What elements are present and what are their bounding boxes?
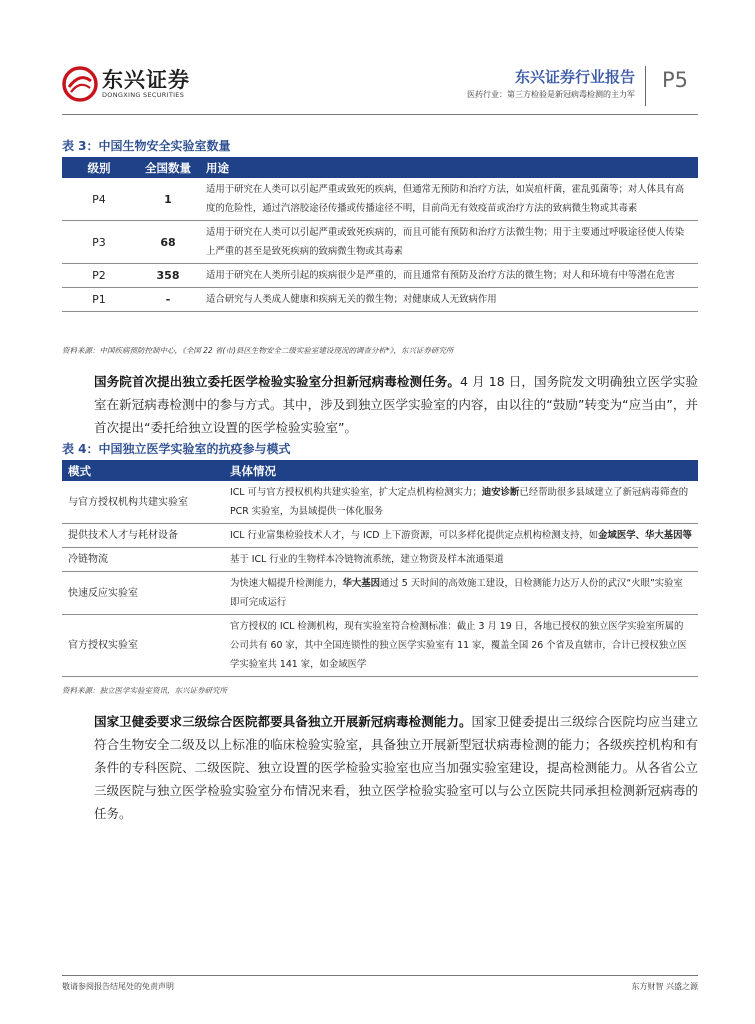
report-subtitle: 医药行业：第三方检验是新冠病毒检测的主力军: [467, 90, 635, 99]
table-row: [62, 221, 698, 264]
count-cell: 1: [136, 178, 200, 221]
detail-text: 基于 ICL 行业的生物样本冷链物流系统，建立物资及样本流通渠道: [230, 554, 504, 565]
brand-name-en: DONGXING SECURITIES: [102, 91, 185, 99]
col-header-level: 级别: [62, 157, 136, 178]
paragraph-state-council: [94, 370, 698, 439]
col-header-usage: 用途: [200, 157, 698, 178]
detail-text: 为快速大幅提升检测能力，: [230, 578, 343, 589]
table-row: [62, 572, 698, 615]
level-cell: P1: [62, 288, 136, 312]
usage-cell: 适用于研究在人类所引起的疾病很少是严重的，而且通常有预防及治疗方法的微生物；对人和环境有中等潜在危害: [200, 264, 698, 288]
level-cell: P2: [62, 264, 136, 288]
detail-cell: [224, 572, 698, 615]
table4-caption: [62, 440, 291, 457]
detail-highlight: 金域医学、华大基因等: [598, 530, 692, 541]
level-cell: P3: [62, 221, 136, 264]
count-cell: 358: [136, 264, 200, 288]
detail-text: 官方授权的 ICL 检测机构，现有实验室符合检测标准：截止 3 月 19 日，各地已授权的独立医学实验室所属的公司共有 60 家，其中全国连锁性的独立医学实验室有 11 家，覆盖全国 26 个省及直辖市，合计已授权独立医学实验室共 141 家，如金域医学: [230, 621, 687, 670]
detail-text: ICL 行业富集检验技术人才，与 ICD 上下游资源，可以多样化提供定点机构检测支持，如: [230, 530, 599, 541]
brand-name: 东兴证券: [102, 68, 190, 92]
table-row: [62, 264, 698, 288]
mode-cell: 与官方授权机构共建实验室: [62, 481, 224, 524]
footer-rule: [62, 975, 698, 976]
usage-cell: 适合研究与人类成人健康和疾病无关的微生物；对健康成人无致病作用: [200, 288, 698, 312]
detail-text: 通过 5 天时间的高效施工建设，日检测能力达万人份的武汉“火眼”实验室即可完成运行: [230, 578, 683, 608]
count-cell: -: [136, 288, 200, 312]
detail-text: ICL 可与官方授权机构共建实验室，扩大定点机构检测实力；: [230, 487, 482, 498]
footer-disclaimer: 敬请参阅报告结尾处的免责声明: [62, 982, 174, 991]
table-row: [62, 548, 698, 572]
footer-slogan: 东方财智 兴盛之源: [631, 982, 698, 991]
usage-cell: 适用于研究在人类可以引起严重或致死疾病的，而且可能有预防和治疗方法微生物；用于主要通过呼吸途径使人传染上严重的甚至是致死疾病的致病微生物或其毒素: [200, 221, 698, 264]
paragraph-nhc-requirement: [94, 710, 698, 825]
detail-cell: [224, 615, 698, 677]
table-row: [62, 288, 698, 312]
col-header-mode: 模式: [62, 460, 224, 481]
usage-cell: 适用于研究在人类可以引起严重或致死的疾病，但通常无预防和治疗方法，如炭疽杆菌，霍乱弧菌等；对人体具有高度的危险性，通过汽溶胶途径传播或传播途径不明，目前尚无有效疫苗或治疗方法的致病微生物或其毒素: [200, 178, 698, 221]
mode-cell: 官方授权实验室: [62, 615, 224, 677]
detail-cell: [224, 548, 698, 572]
paragraph-body: 4 月 18 日，国务院发文明确独立医学实验室在新冠病毒检测中的参与方式。其中，涉及到独立医学实验室的内容，由以往的“鼓励”转变为“应当由”，并首次提出“委托给独立设置的医学检验实验室”。: [94, 374, 698, 435]
header-divider: [645, 66, 646, 106]
paragraph-body: 国家卫健委提出三级综合医院均应当建立符合生物安全二级及以上标准的临床检验实验室，具备独立开展新型冠状病毒检测的能力；各级疾控机构和有条件的专科医院、二级医院、独立设置的医学检验实验室也应当加强实验室建设，提高检测能力。从各省公立三级医院与独立医学检验实验室分布情况来看，独立医学检验实验室可以与公立医院共同承担检测新冠病毒的任务。: [94, 714, 698, 821]
table-row: [62, 524, 698, 548]
mode-cell: 快速反应实验室: [62, 572, 224, 615]
col-header-detail: 具体情况: [224, 460, 698, 481]
table-header-row: [62, 460, 698, 481]
table-header-row: [62, 157, 698, 178]
header-rule: [62, 114, 698, 115]
table-row: [62, 481, 698, 524]
paragraph-lead: 国务院首次提出独立委托医学检验实验室分担新冠病毒检测任务。: [94, 374, 461, 389]
mode-cell: 提供技术人才与耗材设备: [62, 524, 224, 548]
report-title: 东兴证券行业报告: [514, 68, 635, 86]
biosafety-lab-table: [62, 157, 698, 312]
table3-caption-prefix: 表 3：: [62, 139, 99, 153]
detail-cell: [224, 481, 698, 524]
table-row: [62, 178, 698, 221]
icl-mode-table: [62, 460, 698, 677]
table3-source: 资料来源：中国疾病预防控制中心，《全国 22 省(市)县区生物安全二级实验室建设现况的调查分析*》，东兴证券研究所: [62, 346, 454, 355]
table3-caption-text: 中国生物安全实验室数量: [98, 139, 231, 153]
table-row: [62, 615, 698, 677]
paragraph-lead: 国家卫健委要求三级综合医院都要具备独立开展新冠病毒检测能力。: [94, 714, 472, 729]
table3-caption: [62, 137, 231, 154]
detail-highlight: 迪安诊断: [481, 487, 520, 498]
level-cell: P4: [62, 178, 136, 221]
detail-text: 已经帮助很多县域建立了新冠病毒筛查的 PCR 实验室，为县域提供一体化服务: [230, 487, 689, 517]
detail-highlight: 华大基因: [342, 578, 381, 589]
table4-source: 资料来源：独立医学实验室资讯，东兴证券研究所: [62, 686, 227, 695]
detail-cell: [224, 524, 698, 548]
count-cell: 68: [136, 221, 200, 264]
table4-caption-prefix: 表 4：: [62, 442, 99, 456]
col-header-count: 全国数量: [136, 157, 200, 178]
table4-caption-text: 中国独立医学实验室的抗疫参与模式: [98, 442, 291, 456]
mode-cell: 冷链物流: [62, 548, 224, 572]
page-number: P5: [662, 68, 689, 92]
brand-logo-icon: [62, 66, 98, 102]
